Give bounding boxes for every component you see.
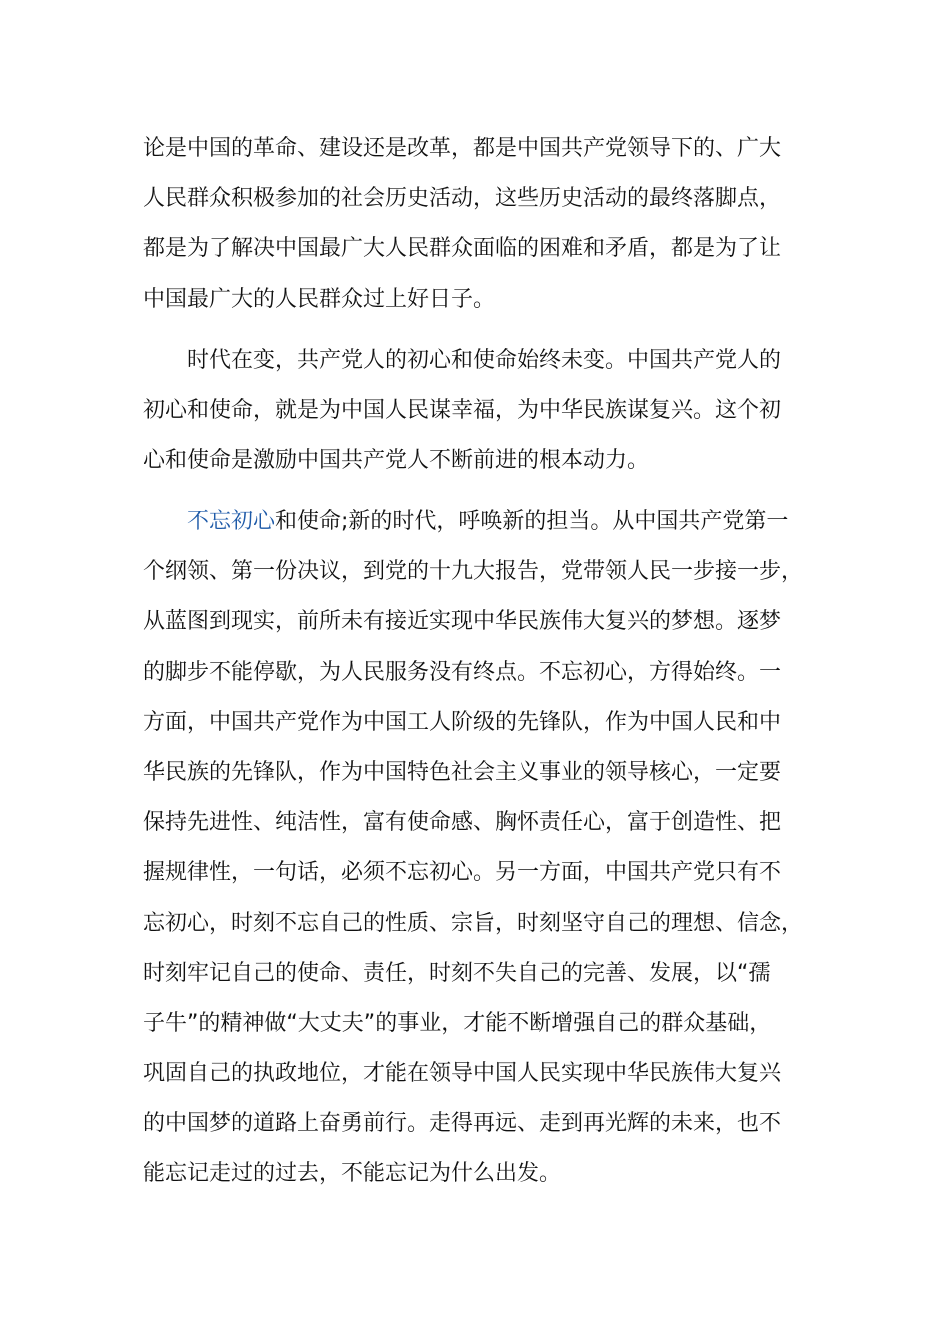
paragraph-line: 初心和使命，就是为中国人民谋幸福，为中华民族谋复兴。这个初 [143, 398, 782, 424]
paragraph-line: 的中国梦的道路上奋勇前行。走得再远、走到再光辉的未来，也不 [143, 1111, 782, 1137]
paragraph-line: 方面，中国共产党作为中国工人阶级的先锋队，作为中国人民和中 [143, 709, 782, 735]
paragraph-1 [143, 124, 803, 325]
paragraph-line: 从蓝图到现实，前所未有接近实现中华民族伟大复兴的梦想。逐梦 [143, 609, 782, 635]
paragraph-line: 的脚步不能停歇，为人民服务没有终点。不忘初心，方得始终。一 [143, 659, 782, 685]
paragraph-line: 个纲领、第一份决议，到党的十九大报告，党带领人民一步接一步， [143, 559, 804, 585]
paragraph-line: 巩固自己的执政地位，才能在领导中国人民实现中华民族伟大复兴 [143, 1061, 782, 1087]
paragraph-line: 人民群众积极参加的社会历史活动，这些历史活动的最终落脚点， [143, 186, 782, 212]
paragraph-line: 子牛”的精神做“大丈夫”的事业，才能不断增强自己的群众基础， [143, 1010, 772, 1036]
paragraph-2 [143, 336, 803, 487]
paragraph-line: 能忘记走过的过去，不能忘记为什么出发。 [143, 1161, 562, 1187]
paragraph-line: 华民族的先锋队，作为中国特色社会主义事业的领导核心，一定要 [143, 759, 782, 785]
paragraph-line: 忘初心，时刻不忘自己的性质、宗旨，时刻坚守自己的理想、信念， [143, 910, 804, 936]
paragraph-line: 中国最广大的人民群众过上好日子。 [143, 286, 496, 312]
paragraph-line: 时代在变，共产党人的初心和使命始终未变。中国共产党人的 [187, 348, 782, 373]
paragraph-line: 心和使命是激励中国共产党人不断前进的根本动力。 [143, 448, 650, 474]
keyword-link[interactable]: 不忘初心 [187, 509, 276, 534]
paragraph-line: 论是中国的革命、建设还是改革，都是中国共产党领导下的、广大 [143, 136, 782, 161]
paragraph-line: 握规律性，一句话，必须不忘初心。另一方面，中国共产党只有不 [143, 860, 782, 886]
paragraph-line: 时刻牢记自己的使命、责任，时刻不失自己的完善、发展，以“孺 [143, 960, 771, 986]
paragraph-line: 保持先进性、纯洁性，富有使命感、胸怀责任心，富于创造性、把 [143, 810, 782, 836]
paragraph-line: 都是为了解决中国最广大人民群众面临的困难和矛盾，都是为了让 [143, 236, 782, 262]
paragraph-first-line [143, 497, 803, 547]
paragraph-line-text: 和使命;新的时代，呼唤新的担当。从中国共产党第一 [275, 509, 789, 534]
paragraph-3 [143, 497, 803, 1200]
